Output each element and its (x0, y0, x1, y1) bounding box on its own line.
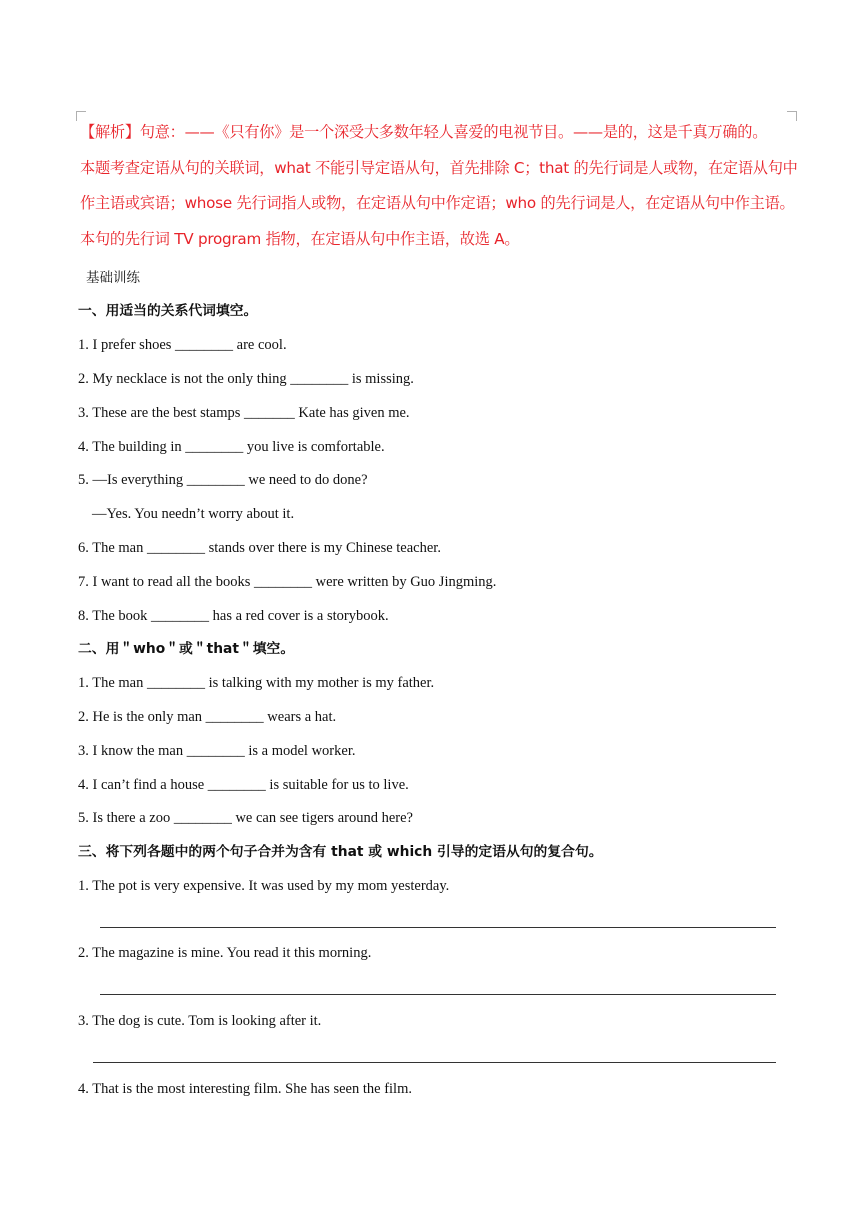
question-item: 8. The book ________ has a red cover is a storybook. (78, 608, 389, 624)
analysis-line: 本题考查定语从句的关联词，what 不能引导定语从句，首先排除 C；that 的先行词是人或物，在定语从句中 (80, 158, 798, 177)
question-item: 1. I prefer shoes ________ are cool. (78, 337, 287, 353)
question-item: 4. I can’t find a house ________ is suitable for us to live. (78, 777, 409, 793)
question-item: 4. The building in ________ you live is comfortable. (78, 439, 385, 455)
analysis-line: 【解析】句意：——《只有你》是一个深受大多数年轻人喜爱的电视节目。——是的，这是千真万确的。 (80, 123, 768, 141)
part3-heading: 三、将下列各题中的两个句子合并为含有 that 或 which 引导的定语从句的复合句。 (78, 844, 603, 860)
analysis-line: 作主语或宾语；whose 先行词指人或物，在定语从句中作定语；who 的先行词是人，在定语从句中作主语。 (80, 194, 795, 212)
question-item: 2. The magazine is mine. You read it this morning. (78, 945, 372, 961)
question-item: 4. That is the most interesting film. She has seen the film. (78, 1081, 412, 1097)
question-item: 5. —Is everything ________ we need to do done? (78, 472, 368, 488)
question-item: 2. He is the only man ________ wears a hat. (78, 709, 337, 725)
question-item: 3. These are the best stamps _______ Kate has given me. (78, 405, 410, 421)
question-item: 3. I know the man ________ is a model worker. (78, 743, 356, 759)
part1-heading: 一、用适当的关系代词填空。 (78, 303, 258, 319)
answer-line (100, 994, 776, 995)
question-item: 5. Is there a zoo ________ we can see tigers around here? (78, 810, 413, 826)
part2-heading: 二、用＂who＂或＂that＂填空。 (78, 641, 295, 657)
question-item: 3. The dog is cute. Tom is looking after it. (78, 1013, 322, 1029)
question-item: 2. My necklace is not the only thing ________ is missing. (78, 371, 414, 387)
analysis-line: 本句的先行词 TV program 指物，在定语从句中作主语，故选 A。 (80, 229, 520, 248)
question-item: 1. The pot is very expensive. It was used by my mom yesterday. (78, 878, 450, 894)
question-item: 7. I want to read all the books ________ were written by Guo Jingming. (78, 574, 497, 590)
analysis-block (80, 115, 800, 257)
answer-line (100, 927, 776, 928)
question-item-reply: —Yes. You needn’t worry about it. (92, 506, 295, 522)
section-title: 基础训练 (86, 270, 140, 286)
answer-line (93, 1062, 776, 1063)
question-item: 6. The man ________ stands over there is my Chinese teacher. (78, 540, 441, 556)
question-item: 1. The man ________ is talking with my mother is my father. (78, 675, 435, 691)
